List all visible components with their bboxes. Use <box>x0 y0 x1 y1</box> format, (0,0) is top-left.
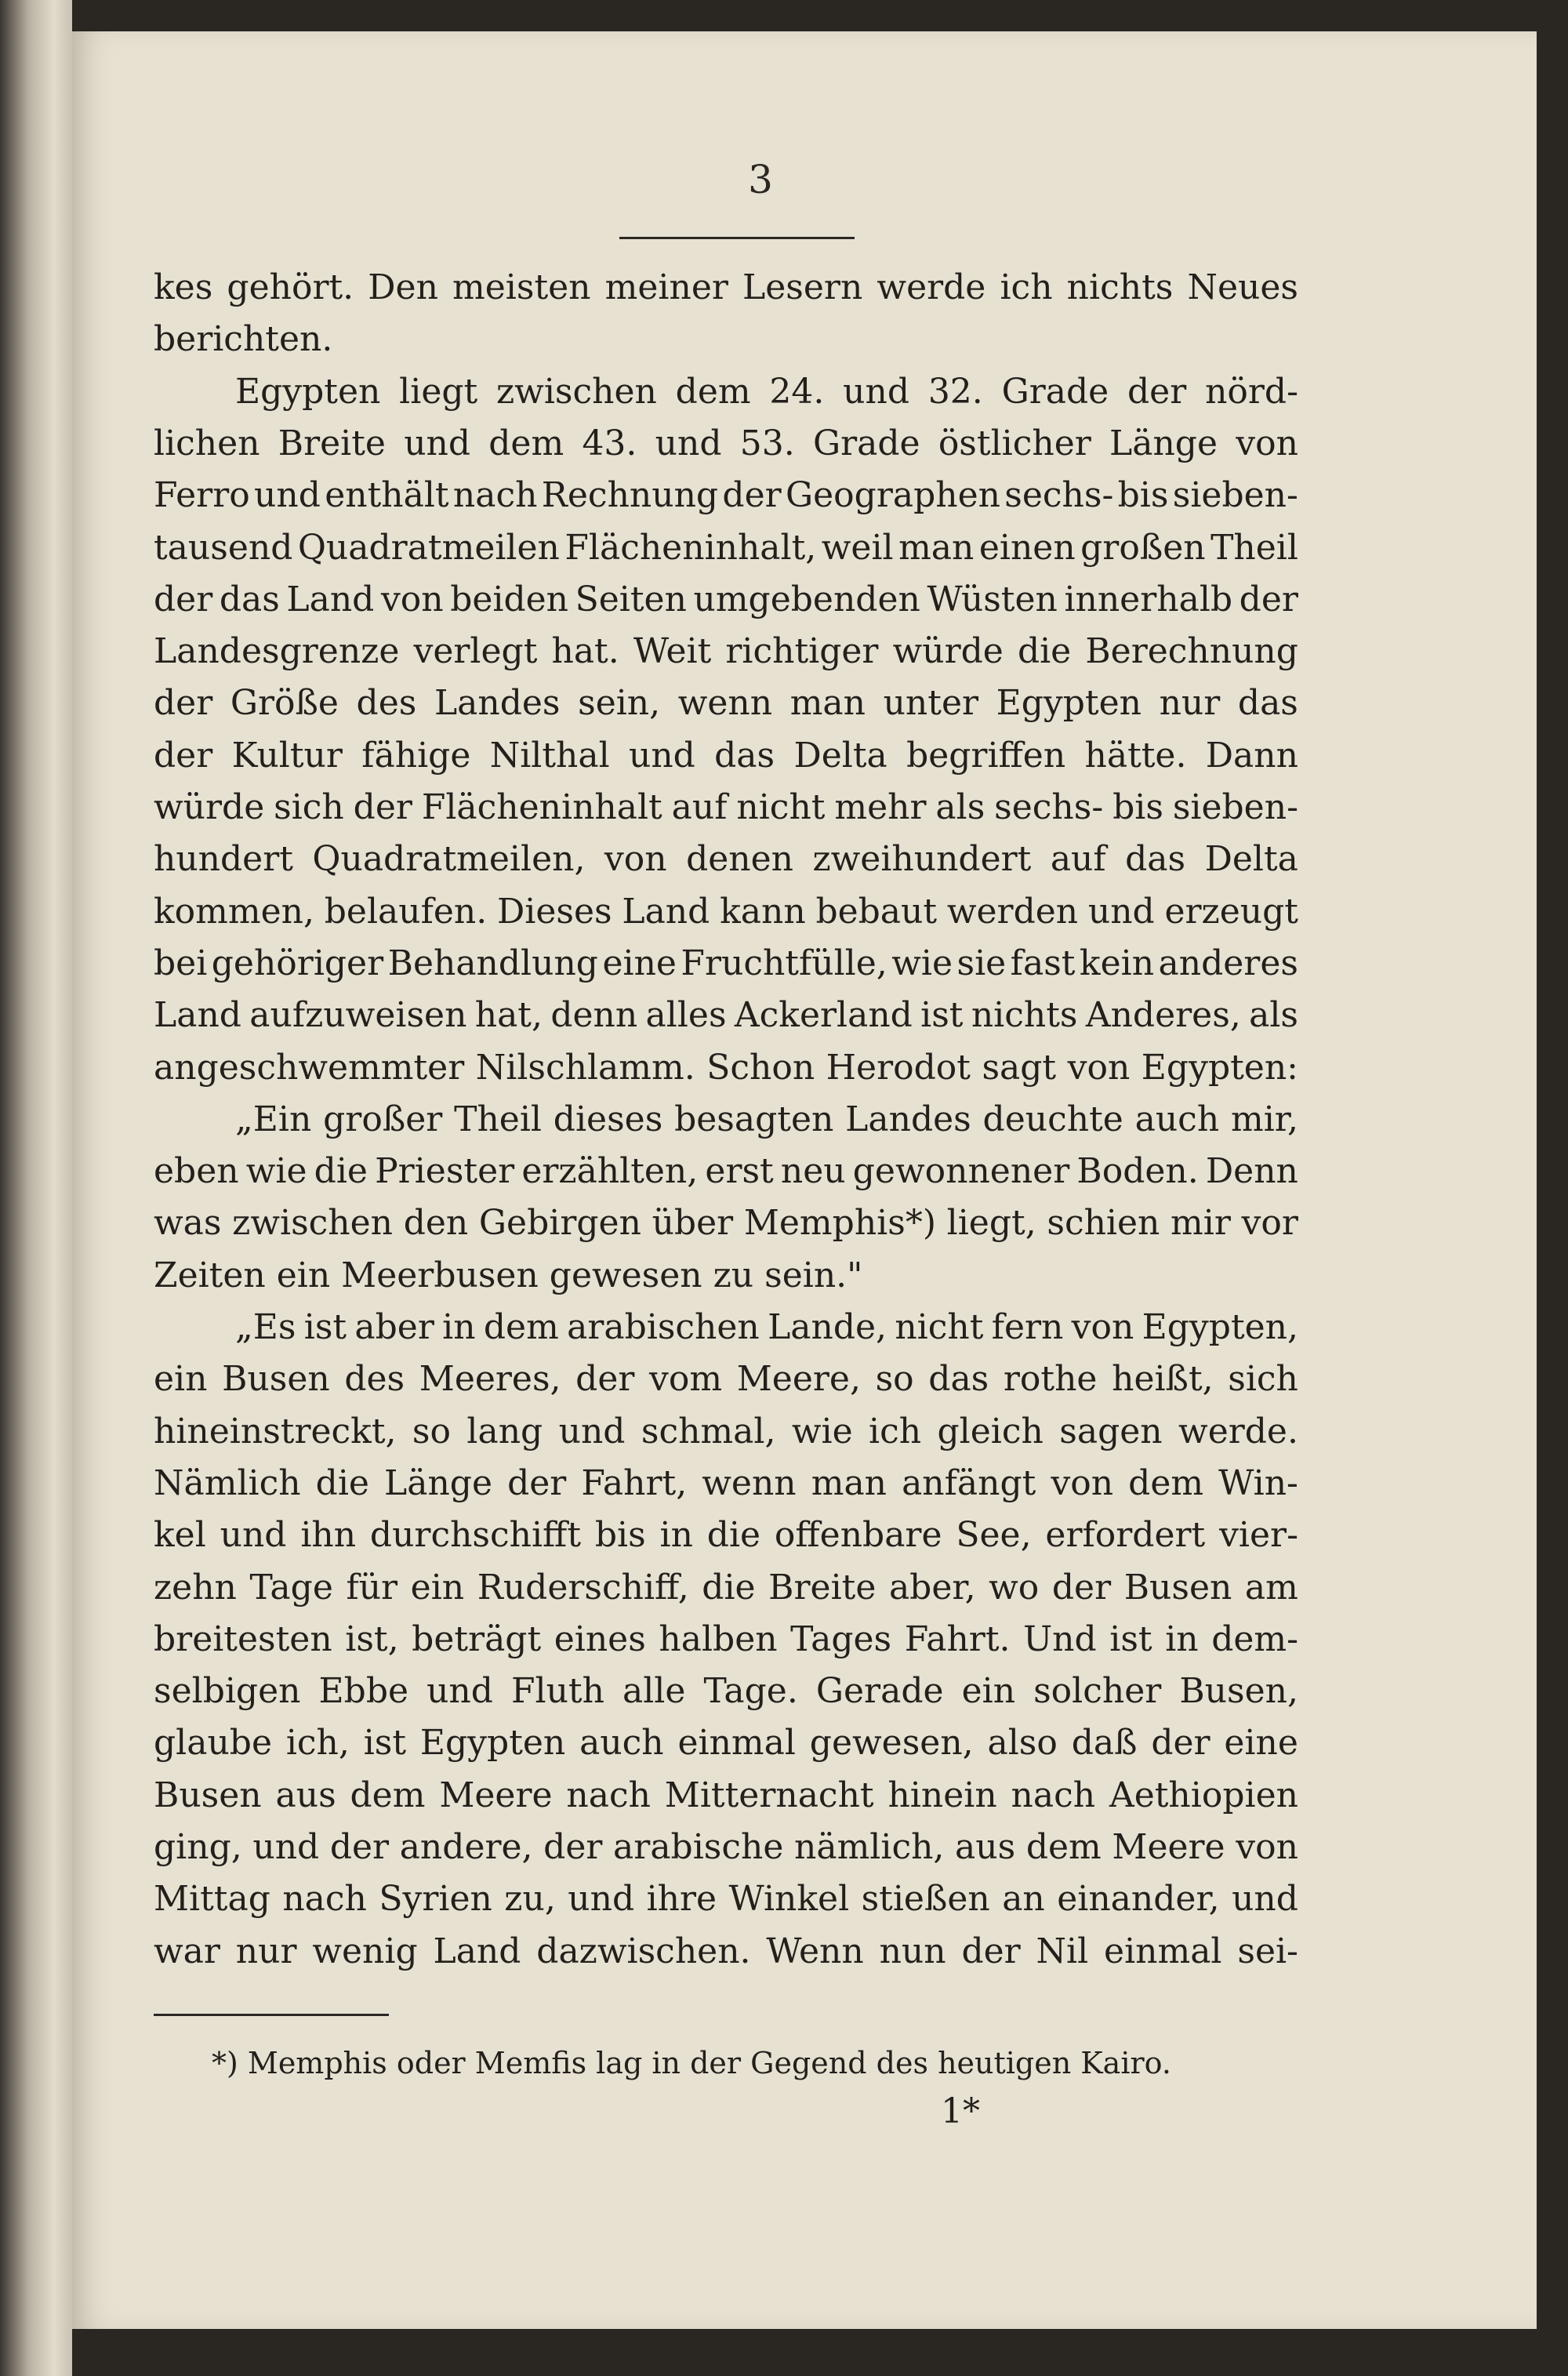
text-line: „Ein großer Theil dieses besagten Landes deuchte auch mir, <box>235 1099 1298 1139</box>
text-line: zehn Tage für ein Ruderschiff, die Breite aber, wo der Busen am <box>154 1568 1298 1608</box>
text-line: Landesgrenze verlegt hat. Weit richtiger würde die Berechnung <box>154 631 1298 671</box>
text-line: würde sich der Flächeninhalt auf nicht mehr als sechs- bis sieben- <box>154 787 1298 827</box>
text-line: Egypten liegt zwischen dem 24. und 32. Grade der nörd- <box>235 372 1298 412</box>
text-line: selbigen Ebbe und Fluth alle Tage. Gerade ein solcher Busen, <box>154 1671 1298 1711</box>
text-line: Busen aus dem Meere nach Mitternacht hinein nach Aethiopien <box>154 1775 1298 1815</box>
text-line: Zeiten ein Meerbusen gewesen zu sein." <box>154 1255 863 1295</box>
text-line: glaube ich, ist Egypten auch einmal gewesen, also daß der eine <box>154 1723 1298 1763</box>
text-line: lichen Breite und dem 43. und 53. Grade östlicher Länge von <box>154 423 1298 463</box>
text-line: kes gehört. Den meisten meiner Lesern werde ich nichts Neues <box>154 267 1298 307</box>
text-line: berichten. <box>154 319 333 359</box>
text-line: eben wie die Priester erzählten, erst neu gewonnener Boden. Denn <box>154 1151 1298 1191</box>
text-line: bei gehöriger Behandlung eine Fruchtfülle, wie sie fast kein anderes <box>154 943 1298 983</box>
text-line: was zwischen den Gebirgen über Memphis*) liegt, schien mir vor <box>154 1203 1298 1243</box>
text-line: der Größe des Landes sein, wenn man unter Egypten nur das <box>154 683 1298 723</box>
book-spine <box>0 0 72 2376</box>
text-line: ein Busen des Meeres, der vom Meere, so das rothe heißt, sich <box>154 1359 1298 1399</box>
text-line: „Es ist aber in dem arabischen Lande, nicht fern von Egypten, <box>235 1307 1298 1347</box>
text-line: der das Land von beiden Seiten umgebenden Wüsten innerhalb der <box>154 579 1298 619</box>
text-line: Ferro und enthält nach Rechnung der Geographen sechs- bis sieben- <box>154 475 1298 515</box>
text-line: war nur wenig Land dazwischen. Wenn nun der Nil einmal sei- <box>154 1931 1298 1971</box>
text-line: Nämlich die Länge der Fahrt, wenn man anfängt von dem Win- <box>154 1463 1298 1503</box>
text-line: breitesten ist, beträgt eines halben Tages Fahrt. Und ist in dem- <box>154 1619 1298 1659</box>
text-line: hundert Quadratmeilen, von denen zweihundert auf das Delta <box>154 839 1298 879</box>
text-line: kel und ihn durchschifft bis in die offenbare See, erfordert vier- <box>154 1515 1298 1555</box>
text-line: der Kultur fähige Nilthal und das Delta begriffen hätte. Dann <box>154 736 1298 776</box>
text-line: Land aufzuweisen hat, denn alles Ackerland ist nichts Anderes, als <box>154 995 1298 1035</box>
text-line: ging, und der andere, der arabische nämlich, aus dem Meere von <box>154 1827 1298 1867</box>
text-line: Mittag nach Syrien zu, und ihre Winkel stießen an einander, und <box>154 1879 1298 1919</box>
text-line: angeschwemmter Nilschlamm. Schon Herodot sagt von Egypten: <box>154 1048 1298 1088</box>
text-line: hineinstreckt, so lang und schmal, wie ich gleich sagen werde. <box>154 1411 1298 1451</box>
page-number: 3 <box>748 157 773 202</box>
footnote: *) Memphis oder Memfis lag in der Gegend des heutigen Kairo. <box>212 2046 1171 2080</box>
text-line: kommen, belaufen. Dieses Land kann bebaut werden und erzeugt <box>154 892 1298 932</box>
signature-mark: 1* <box>941 2091 980 2131</box>
text-line: tausend Quadratmeilen Flächeninhalt, weil man einen großen Theil <box>154 528 1298 568</box>
header-rule <box>619 237 855 239</box>
footnote-rule <box>154 2014 389 2016</box>
